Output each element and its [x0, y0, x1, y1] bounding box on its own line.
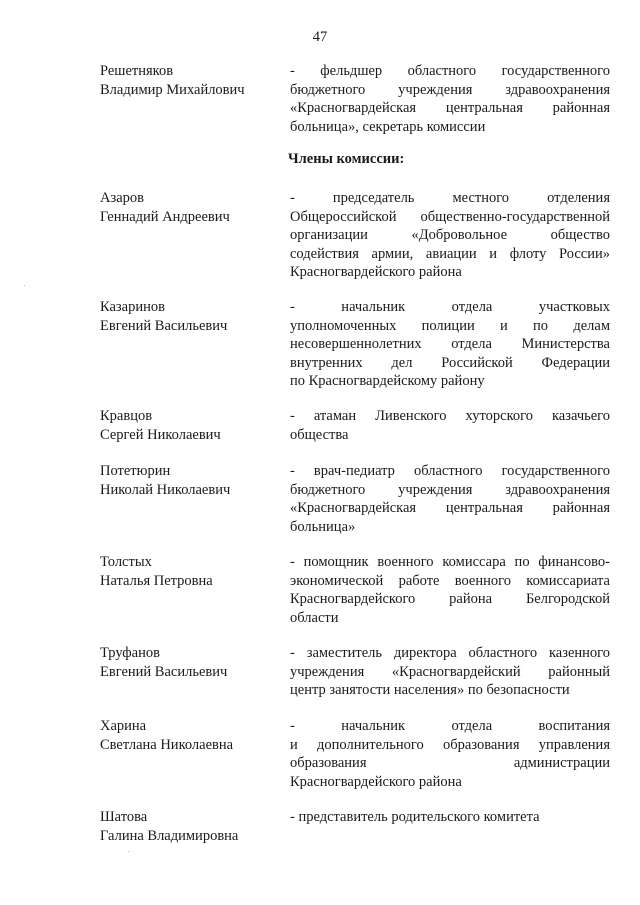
person-name: [100, 298, 280, 335]
surname: Решетняков: [100, 63, 174, 79]
given-names: Геннадий Андреевич: [100, 208, 230, 225]
person-name: [100, 717, 280, 754]
description-line: - председатель местного отделения: [290, 190, 610, 206]
description-line: организации «Добровольное общество: [290, 227, 610, 243]
description-line: области: [290, 609, 339, 626]
surname: Кравцов: [100, 408, 153, 424]
description-line: больница»: [290, 518, 356, 535]
description-line: уполномоченных полиции и по делам: [290, 317, 610, 334]
description-line: по Красногвардейскому району: [290, 373, 485, 389]
section-heading: Члены комиссии:: [288, 151, 405, 167]
description-line: Красногвардейского района: [290, 264, 462, 280]
position-description: [290, 462, 610, 536]
person-name: [100, 644, 280, 681]
description-line: содействия армии, авиации и флоту России»: [290, 245, 610, 262]
description-line: Общероссийской общественно-государственной: [290, 208, 610, 225]
description-line: общества: [290, 426, 349, 443]
given-names: Николай Николаевич: [100, 481, 231, 498]
description-line: бюджетного учреждения здравоохранения: [290, 81, 610, 98]
description-line: внутренних дел Российской Федерации: [290, 354, 610, 371]
description-line: экономической работе военного комиссариата: [290, 572, 610, 589]
person-name: [100, 407, 280, 444]
position-description: [290, 298, 610, 391]
description-line: - заместитель директора областного казенного: [290, 645, 610, 661]
given-names: Светлана Николаевна: [100, 736, 234, 753]
description-line: - фельдшер областного государственного: [290, 63, 610, 79]
position-description: [290, 717, 610, 791]
description-line: Красногвардейского района: [290, 773, 462, 790]
position-description: [290, 553, 610, 627]
position-description: [290, 62, 610, 136]
person-name: [100, 462, 280, 499]
given-names: Владимир Михайлович: [100, 81, 245, 98]
given-names: Евгений Васильевич: [100, 663, 228, 680]
position-description: [290, 644, 610, 700]
person-name: [100, 553, 280, 590]
description-line: - начальник отдела воспитания: [290, 718, 610, 734]
person-name: [100, 189, 280, 226]
description-line: и дополнительного образования управления: [290, 736, 610, 753]
given-names: Евгений Васильевич: [100, 317, 228, 334]
scan-speck: [128, 851, 129, 852]
description-line: «Красногвардейская центральная районная: [290, 100, 610, 116]
description-line: - врач-педиатр областного государственного: [290, 463, 610, 479]
surname: Потетюрин: [100, 463, 171, 479]
description-line: учреждения «Красногвардейский районный: [290, 663, 610, 680]
description-line: центр занятости населения» по безопасности: [290, 682, 570, 698]
given-names: Галина Владимировна: [100, 827, 239, 844]
surname: Азаров: [100, 190, 144, 206]
given-names: Сергей Николаевич: [100, 426, 221, 443]
description-line: несовершеннолетних отдела Министерства: [290, 336, 610, 352]
description-line: больница», секретарь комиссии: [290, 118, 486, 135]
description-line: - представитель родительского комитета: [290, 809, 540, 825]
description-line: - помощник военного комиссара по финансово-: [290, 554, 610, 570]
page-number: 47: [312, 29, 328, 45]
position-description: [290, 808, 610, 827]
surname: Шатова: [100, 809, 148, 825]
description-line: - начальник отдела участковых: [290, 299, 610, 315]
person-name: [100, 808, 280, 845]
given-names: Наталья Петровна: [100, 572, 213, 589]
surname: Харина: [100, 718, 147, 734]
description-line: - атаман Ливенского хуторского казачьего: [290, 408, 610, 424]
person-name: [100, 62, 280, 99]
position-description: [290, 189, 610, 282]
surname: Труфанов: [100, 645, 160, 661]
scan-speck: [24, 285, 25, 286]
description-line: образования администрации: [290, 755, 610, 771]
description-line: Красногвардейского района Белгородской: [290, 591, 610, 607]
description-line: бюджетного учреждения здравоохранения: [290, 481, 610, 498]
surname: Толстых: [100, 554, 152, 570]
position-description: [290, 407, 610, 444]
description-line: «Красногвардейская центральная районная: [290, 500, 610, 516]
surname: Казаринов: [100, 299, 165, 315]
